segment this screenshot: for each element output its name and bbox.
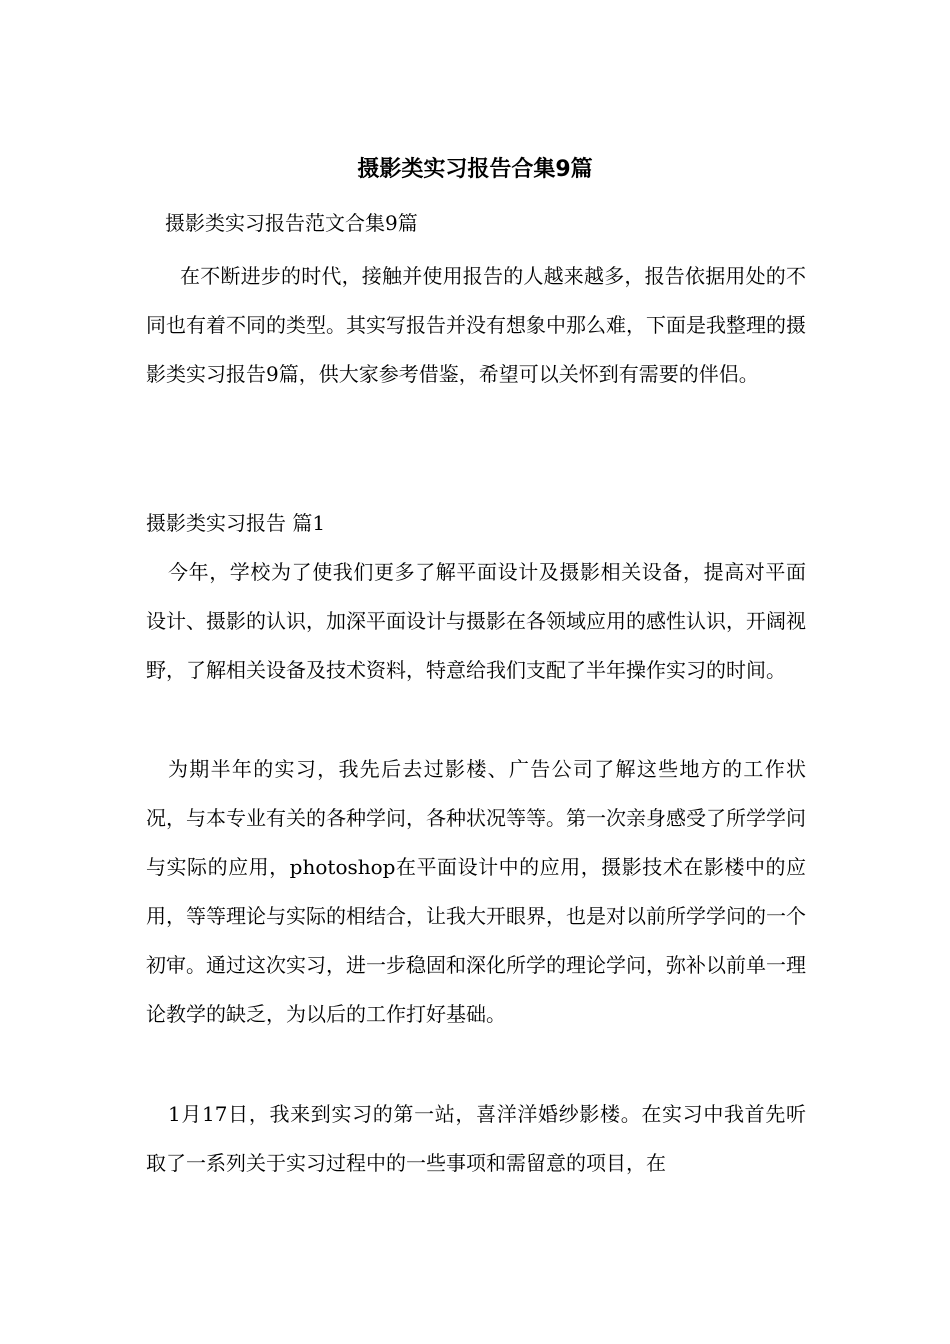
body-paragraph: 今年，学校为了使我们更多了解平面设计及摄影相关设备，提高对平面设计、摄影的认识，加深平面设计与摄影在各领域应用的感性认识，开阔视野，了解相关设备及技术资料，特意给我们支配了半年操作实习的时间。 (146, 560, 806, 682)
section-heading: 摄影类实习报告 篇1 (146, 511, 326, 535)
body-paragraph: 为期半年的实习，我先后去过影楼、广告公司了解这些地方的工作状况，与本专业有关的各种学问，各种状况等等。第一次亲身感受了所学学问与实际的应用，photoshop在平面设计中的应用，摄影技术在影楼中的应用，等等理论与实际的相结合，让我大开眼界，也是对以前所学学问的一个初审。通过这次实习，进一步稳固和深化所学的理论学问，弥补以前单一理论教学的缺乏，为以后的工作打好基础。 (146, 757, 806, 1026)
body-paragraph: 1月17日，我来到实习的第一站，喜洋洋婚纱影楼。在实习中我首先听取了一系列关于实习过程中的一些事项和需留意的项目，在 (146, 1102, 806, 1175)
document-title: 摄影类实习报告合集9篇 (357, 157, 593, 182)
document-subtitle: 摄影类实习报告范文合集9篇 (165, 211, 418, 235)
intro-paragraph: 在不断进步的时代，接触并使用报告的人越来越多，报告依据用处的不同也有着不同的类型。其实写报告并没有想象中那么难，下面是我整理的摄影类实习报告9篇，供大家参考借鉴，希望可以关怀到有需要的伴侣。 (146, 264, 806, 386)
